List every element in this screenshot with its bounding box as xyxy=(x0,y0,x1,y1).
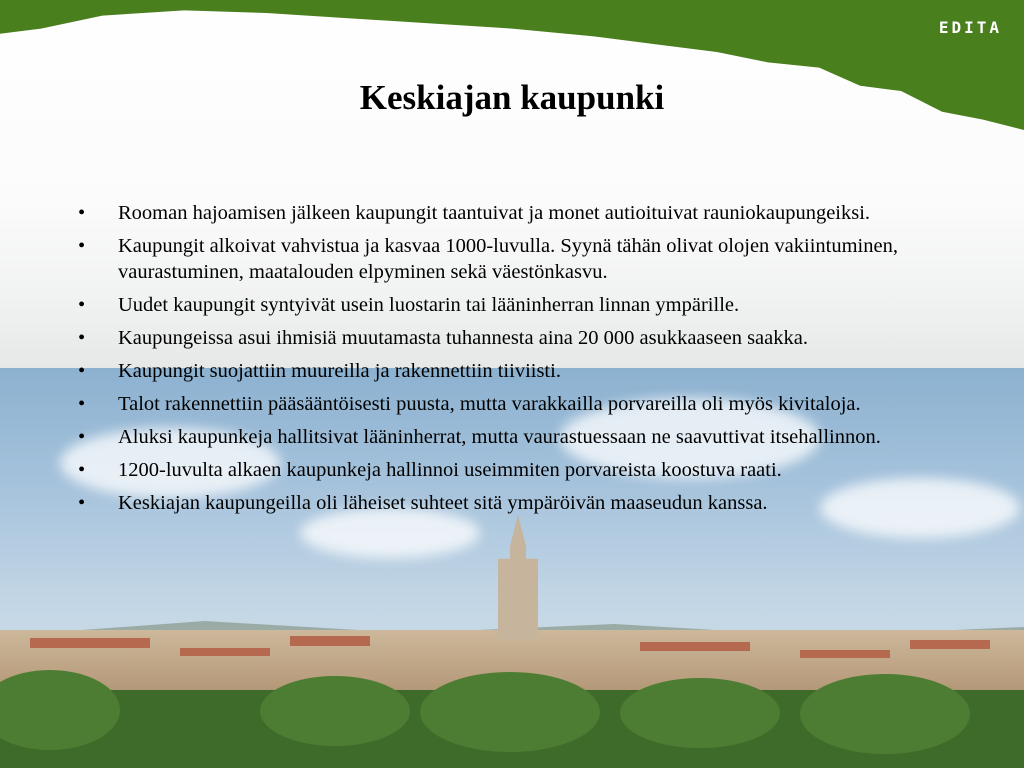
bullet-item: • Kaupungit alkoivat vahvistua ja kasvaa 1000-luvulla. Syynä tähän olivat olojen vakiintuminen, vaurastuminen, maatalouden elpyminen sekä väestönkasvu. xyxy=(78,233,998,285)
slide-title: Keskiajan kaupunki xyxy=(359,78,665,117)
bullet-item: • Talot rakennettiin pääsääntöisesti puusta, mutta varakkailla porvareilla oli myös kivitaloja. xyxy=(78,391,998,417)
bullet-list xyxy=(78,200,998,523)
bullet-item: • 1200-luvulta alkaen kaupunkeja hallinnoi useimmiten porvareista koostuva raati. xyxy=(78,457,998,483)
bullet-item: • Kaupungit suojattiin muureilla ja rakennettiin tiiviisti. xyxy=(78,358,998,384)
bullet-item: • Rooman hajoamisen jälkeen kaupungit taantuivat ja monet autioituivat rauniokaupungeiksi. xyxy=(78,200,998,226)
edita-logo: EDITA xyxy=(938,18,1002,37)
bullet-item: • Kaupungeissa asui ihmisiä muutamasta tuhannesta aina 20 000 asukkaaseen saakka. xyxy=(78,325,998,351)
bullet-item: • Keskiajan kaupungeilla oli läheiset suhteet sitä ympäröivän maaseudun kanssa. xyxy=(78,490,998,516)
foreground-trees xyxy=(0,690,1024,768)
bullet-item: • Aluksi kaupunkeja hallitsivat lääninherrat, mutta vaurastuessaan ne saavuttivat itsehallinnon. xyxy=(78,424,998,450)
bullet-item: • Uudet kaupungit syntyivät usein luostarin tai lääninherran linnan ympärille. xyxy=(78,292,998,318)
